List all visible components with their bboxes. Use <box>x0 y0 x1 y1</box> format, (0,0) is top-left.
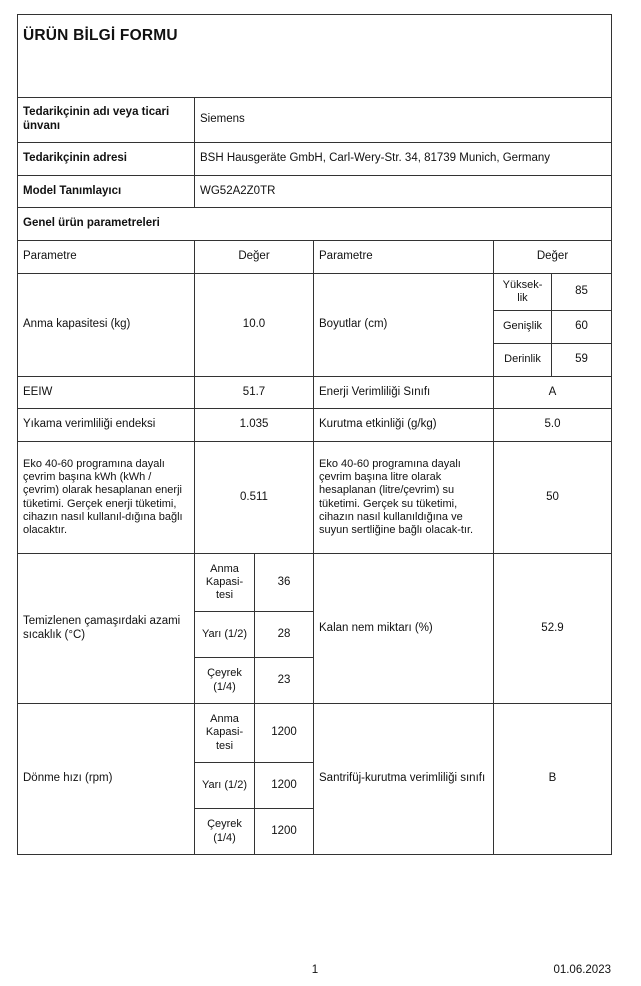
spin-rated-row <box>18 704 612 763</box>
spin-sub-quarter: Çeyrek (1/4) <box>195 809 255 855</box>
spin-class-label: Santrifüj-kurutma verimliliği sınıfı <box>314 704 494 855</box>
temp-sub-quarter: Çeyrek (1/4) <box>195 658 255 704</box>
depth-label: Derinlik <box>494 344 552 377</box>
temp-quarter-value: 23 <box>255 658 314 704</box>
rated-capacity-label: Anma kapasitesi (kg) <box>18 274 195 377</box>
supplier-address-value: BSH Hausgeräte GmbH, Carl-Wery-Str. 34, 81739 Munich, Germany <box>195 143 612 176</box>
supplier-name-row <box>18 98 612 143</box>
washing-index-row <box>18 409 612 442</box>
temp-half-value: 28 <box>255 612 314 658</box>
washing-index-label: Yıkama verimliliği endeksi <box>18 409 195 442</box>
energy-class-value: A <box>494 377 612 409</box>
col-param-header-right: Parametre <box>314 241 494 274</box>
supplier-address-label: Tedarikçinin adresi <box>18 143 195 176</box>
rinsing-value: 5.0 <box>494 409 612 442</box>
consumption-row <box>18 442 612 554</box>
height-label: Yüksek-lik <box>494 274 552 311</box>
width-label: Genişlik <box>494 311 552 344</box>
eeiw-row <box>18 377 612 409</box>
depth-value: 59 <box>552 344 612 377</box>
supplier-name-label: Tedarikçinin adı veya ticari ünvanı <box>18 98 195 143</box>
page-number: 1 <box>311 964 319 976</box>
moisture-label: Kalan nem miktarı (%) <box>314 554 494 704</box>
spin-quarter-value: 1200 <box>255 809 314 855</box>
rinsing-label: Kurutma etkinliği (g/kg) <box>314 409 494 442</box>
spin-sub-half: Yarı (1/2) <box>195 763 255 809</box>
spin-rated-value: 1200 <box>255 704 314 763</box>
temp-sub-half: Yarı (1/2) <box>195 612 255 658</box>
temp-sub-rated: Anma Kapasi-tesi <box>195 554 255 612</box>
page-title: ÜRÜN BİLGİ FORMU <box>23 27 178 44</box>
rated-capacity-value: 10.0 <box>195 274 314 377</box>
washing-index-value: 1.035 <box>195 409 314 442</box>
eeiw-label: EEIW <box>18 377 195 409</box>
water-consumption-value: 50 <box>494 442 612 554</box>
spin-sub-rated: Anma Kapasi-tesi <box>195 704 255 763</box>
temp-rated-value: 36 <box>255 554 314 612</box>
col-param-header-left: Parametre <box>18 241 195 274</box>
height-value: 85 <box>552 274 612 311</box>
model-label: Model Tanımlayıcı <box>18 176 195 208</box>
col-value-header-left: Değer <box>195 241 314 274</box>
water-consumption-label: Eko 40-60 programına dayalı çevrim başına litre olarak hesaplanan (litre/çevrim) su tüketimi. Gerçek su tüketimi, cihazın nasıl kullanıldığına ve suyun sertliğine bağlı olacak-tır. <box>314 442 494 554</box>
dimensions-label: Boyutlar (cm) <box>314 274 494 377</box>
eeiw-value: 51.7 <box>195 377 314 409</box>
general-heading-row <box>18 208 612 241</box>
moisture-value: 52.9 <box>494 554 612 704</box>
title-row <box>18 15 612 98</box>
spin-speed-label: Dönme hızı (rpm) <box>18 704 195 855</box>
column-header-row <box>18 241 612 274</box>
model-value: WG52A2Z0TR <box>195 176 612 208</box>
footer-date: 01.06.2023 <box>553 964 611 976</box>
energy-consumption-label: Eko 40-60 programına dayalı çevrim başına kWh (kWh / çevrim) olarak hesaplanan enerji tüketimi. Gerçek enerji tüketimi, cihazın nasıl kullanıl-dığına bağlı olacaktır. <box>18 442 195 554</box>
model-row <box>18 176 612 208</box>
width-value: 60 <box>552 311 612 344</box>
general-heading: Genel ürün parametreleri <box>18 208 612 241</box>
energy-class-label: Enerji Verimliliği Sınıfı <box>314 377 494 409</box>
spin-half-value: 1200 <box>255 763 314 809</box>
supplier-name-value: Siemens <box>195 98 612 143</box>
capacity-row <box>18 274 612 311</box>
supplier-address-row <box>18 143 612 176</box>
temp-rated-row <box>18 554 612 612</box>
max-temp-label: Temizlenen çamaşırdaki azami sıcaklık (°C) <box>18 554 195 704</box>
col-value-header-right: Değer <box>494 241 612 274</box>
energy-consumption-value: 0.511 <box>195 442 314 554</box>
spin-class-value: B <box>494 704 612 855</box>
product-info-table <box>17 14 612 855</box>
